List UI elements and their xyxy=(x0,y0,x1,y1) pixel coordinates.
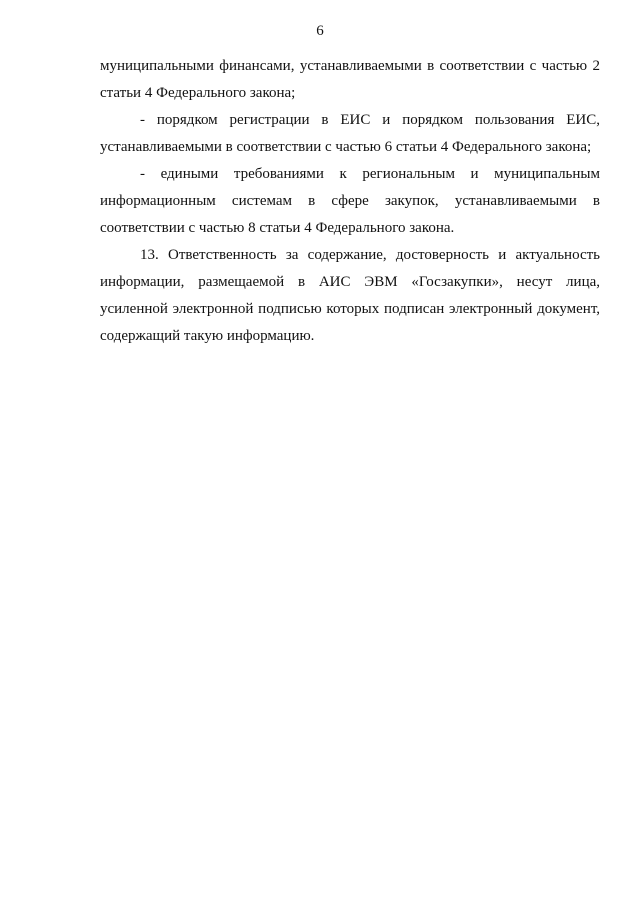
document-body xyxy=(100,53,600,350)
paragraph-continuation: муниципальными финансами, устанавливаемыми в соответствии с частью 2 статьи 4 Федерального закона; xyxy=(100,58,600,101)
paragraph-registration-order: - порядком регистрации в ЕИС и порядком пользования ЕИС, устанавливаемыми в соответствии с частью 6 статьи 4 Федерального закона; xyxy=(100,112,600,155)
paragraph-uniform-requirements: - едиными требованиями к региональным и муниципальным информационным системам в сфере закупок, устанавливаемыми в соответствии с частью 8 статьи 4 Федерального закона. xyxy=(100,166,600,236)
page-number: 6 xyxy=(316,23,324,39)
paragraph-responsibility: 13. Ответственность за содержание, достоверность и актуальность информации, размещаемой в АИС ЭВМ «Госзакупки», несут лица, усиленной электронной подписью которых подписан электронный документ, содержащий такую информацию. xyxy=(100,247,600,344)
